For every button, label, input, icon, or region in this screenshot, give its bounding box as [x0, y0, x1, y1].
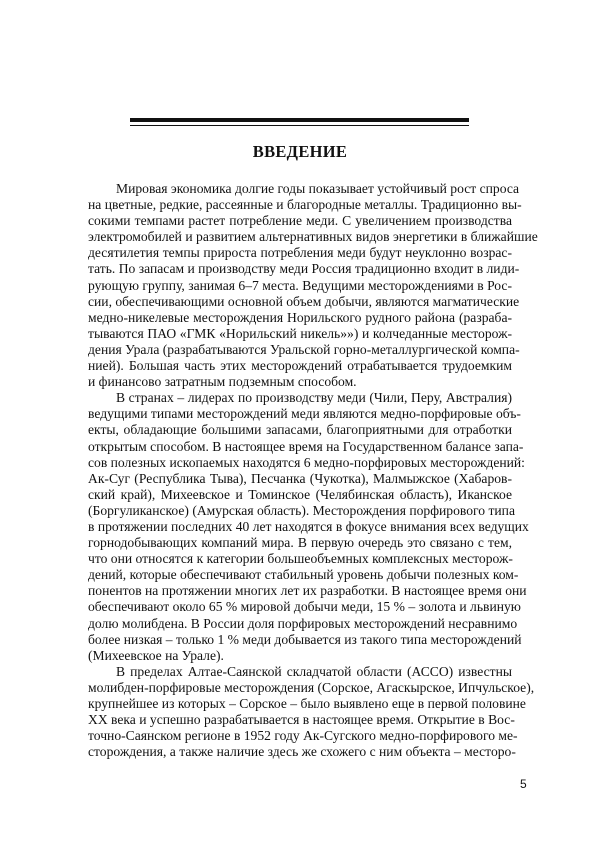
text-line: рующую группу, занимая 6–7 места. Ведущими месторождениями в Рос- — [88, 277, 512, 293]
text-line: медно-никелевые месторождения Норильского рудного района (разраба- — [88, 309, 512, 325]
text-line: тать. По запасам и производству меди Россия традиционно входит в лиди- — [88, 261, 520, 277]
text-line: сокими темпами растет потребление меди. С увеличением производства — [88, 213, 512, 229]
text-line: XX века и успешно разрабатывается в настоящее время. Открытие в Вос- — [88, 712, 515, 728]
text-line: крупнейшее из которых – Сорское – было выявлено еще в первой половине — [88, 696, 526, 711]
text-line: десятилетия темпы прироста потребления меди будут неуклонно возрас- — [88, 245, 512, 261]
section-title: ВВЕДЕНИЕ — [252, 142, 348, 161]
text-line: тываются ПАО «ГМК «Норильский никель»») и колчеданные месторож- — [88, 325, 512, 341]
text-line: и финансово затратным подземным способом. — [88, 374, 357, 390]
text-line: молибден-порфировые месторождения (Сорское, Агаскырское, Ипчульское), — [88, 679, 535, 695]
text-line: горнодобывающих компаний мира. В первую очередь это связано с тем, — [88, 535, 512, 551]
text-line: Ак-Суг (Республика Тыва), Песчанка (Чукотка), Малмыжское (Хабаров- — [88, 470, 512, 486]
header-rule-thin — [130, 125, 469, 126]
text-line: что они относятся к категории большеобъемных комплексных месторож- — [88, 551, 513, 567]
text-line: (Михеевское на Урале). — [88, 647, 224, 663]
text-line: на цветные, редкие, рассеянные и благородные металлы. Традиционно вы- — [88, 197, 522, 213]
page-number: 5 — [520, 777, 527, 791]
body-text — [88, 181, 538, 760]
text-line: ский край), Михеевское и Томинское (Челябинская область), Иканское — [88, 486, 512, 502]
header-rule-thick — [130, 118, 469, 122]
text-line: нией). Большая часть этих месторождений отрабатывается трудоемким — [88, 358, 512, 374]
text-line: электромобилей и развитием альтернативных видов энергетики в ближайшие — [88, 229, 538, 245]
text-line: дений, которые обеспечивают стабильный уровень добычи полезных ком- — [88, 567, 519, 583]
text-line: точно-Саянском регионе в 1952 году Ак-Сугского медно-порфирового ме- — [88, 728, 518, 744]
text-line: долю молибдена. В России доля порфировых месторождений несравнимо — [88, 615, 518, 631]
text-line: открытым способом. В настоящее время на Государственном балансе запа- — [88, 438, 524, 454]
text-line: Мировая экономика долгие годы показывает устойчивый рост спроса — [116, 181, 520, 196]
text-line: обеспечивают около 65 % мировой добычи меди, 15 % – золота и львиную — [88, 599, 521, 615]
text-line: В странах – лидерах по производству меди (Чили, Перу, Австралия) — [116, 390, 512, 406]
text-line: екты, обладающие большими запасами, благоприятными для отработки — [88, 422, 512, 438]
text-line: сии, обеспечивающими основной объем добычи, являются магматические — [88, 293, 520, 309]
text-line: дения Урала (разрабатываются Уральской горно-металлургической компа- — [88, 341, 520, 357]
text-line: сов полезных ископаемых находятся 6 медно-порфировых месторождений: — [88, 454, 525, 470]
text-line: в протяжении последних 40 лет находятся в фокусе внимания всех ведущих — [88, 518, 529, 534]
text-line: понентов на протяжении многих лет их разработки. В настоящее время они — [88, 583, 527, 599]
text-line: сторождения, а также наличие здесь же схожего с ним объекта – месторо- — [88, 744, 516, 760]
text-line: более низкая – только 1 % меди добывается из такого типа месторождений — [88, 631, 522, 647]
text-line: ведущими типами месторождений меди являются медно-порфировые объ- — [88, 406, 521, 422]
text-line: В пределах Алтае-Саянской складчатой области (АССО) известны — [116, 663, 512, 679]
text-line: (Боргуликанское) (Амурская область). Месторождения порфирового типа — [88, 502, 515, 518]
